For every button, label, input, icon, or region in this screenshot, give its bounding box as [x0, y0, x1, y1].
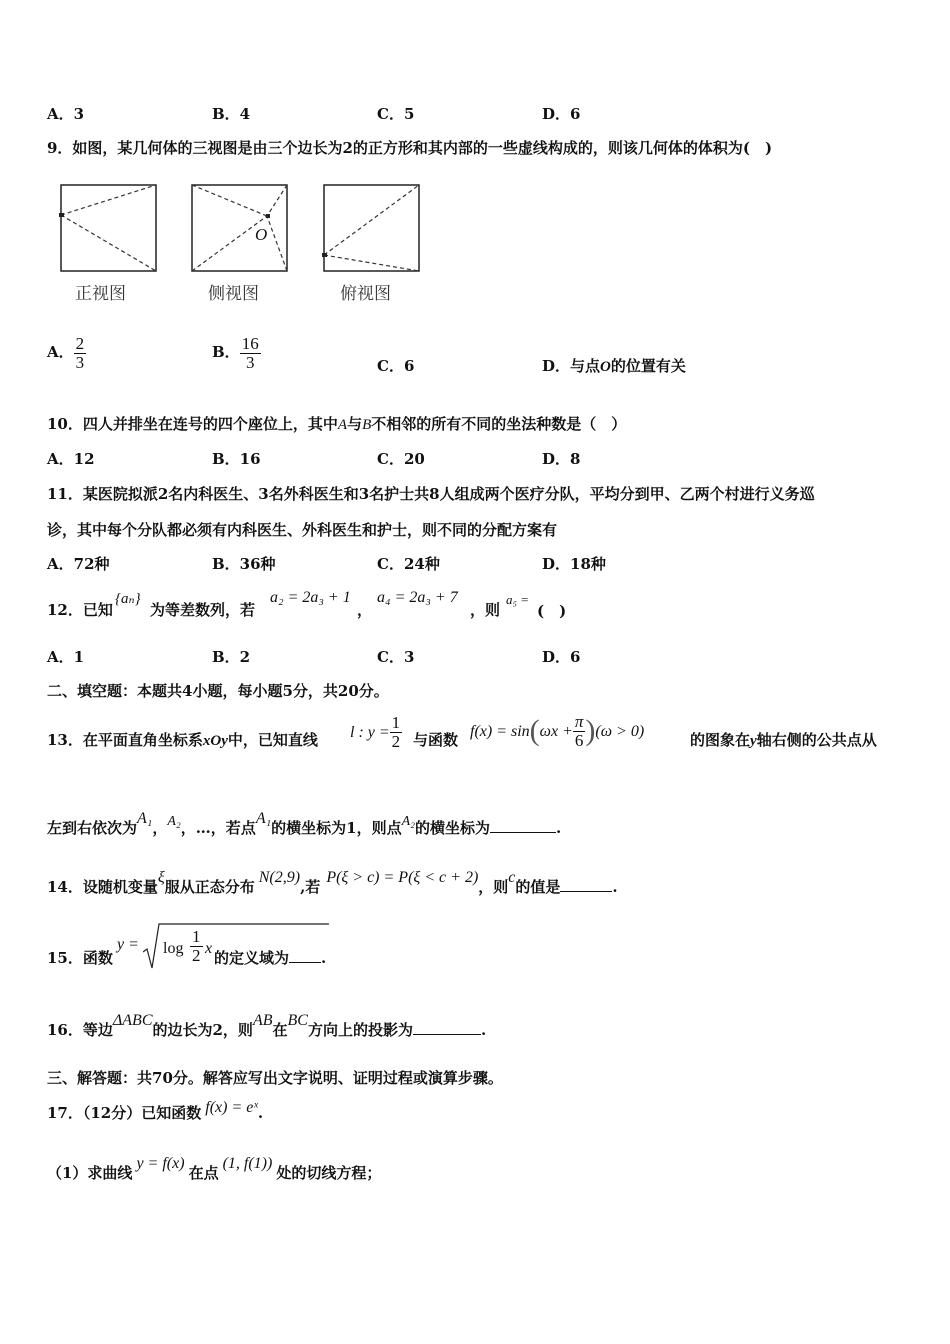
q15-x: x [205, 940, 213, 957]
q12-comma: ， [357, 601, 373, 619]
q17-func: f(x) = eˣ [205, 1099, 258, 1116]
q13-line2-mid: 的横坐标为1，则点 [271, 819, 402, 837]
q8-option-d: D．6 [542, 105, 581, 123]
q15-pre: 15．函数 [47, 949, 113, 967]
q13-mid: 中，已知直线 [227, 731, 318, 749]
q16-triangle: ΔABC [112, 1012, 153, 1029]
q8-option-c: C．5 [377, 105, 415, 123]
q13-line-lhs: l : y = [350, 724, 390, 741]
q13-line2 [47, 810, 562, 838]
q13-end: . [556, 819, 562, 837]
q14-mid2: ,若 [300, 878, 321, 896]
q14-xi: ξ [157, 869, 165, 886]
q12-option-b: B．2 [212, 648, 251, 666]
q16-answer-blank[interactable] [413, 1022, 481, 1035]
q10-mid: 与 [347, 415, 363, 433]
q15-end: . [321, 949, 327, 967]
q10-stem [47, 413, 626, 434]
fraction-denominator: 3 [75, 352, 85, 372]
q13-line2-post: 的横坐标为 [415, 819, 491, 837]
q14-pre: 14．设随机变量 [47, 878, 158, 896]
q12-option-c: C．3 [377, 648, 415, 666]
q13-a1-b: A₁ [255, 810, 272, 827]
q9-option-c: C．6 [377, 357, 415, 375]
q17-sub1-mid: 在点 [188, 1164, 219, 1182]
q9-option-d-suffix: 的位置有关 [610, 357, 686, 375]
q10-var-a: A [337, 417, 348, 433]
q16-end: . [480, 1021, 487, 1039]
q13-arg: ωx + [539, 723, 573, 740]
q14-dist: N(2,9) [258, 869, 301, 886]
q14-prob: P(ξ > c) = P(ξ < c + 2) [326, 869, 479, 886]
q15-log: log [163, 940, 184, 957]
q11-option-b: B．36种 [212, 555, 276, 573]
q10-post: 不相邻的所有不同的坐法种数是（ ） [371, 415, 627, 433]
q15-answer-blank[interactable] [289, 950, 321, 963]
q9-option-a-prefix: A． [47, 343, 74, 361]
q13-pre [47, 729, 318, 750]
q11-line1: 11．某医院拟派2名内科医生、3名外科医生和3名护士共8人组成两个医疗分队，平均分到甲、乙两个村进行义务巡 [47, 485, 815, 503]
q12-then: ，则 [470, 601, 501, 619]
q14-c: c [508, 869, 516, 886]
q10-option-b: B．16 [212, 450, 261, 468]
fraction-numerator: π [574, 712, 584, 731]
q17-sub1-pre: （1）求曲线 [47, 1164, 133, 1182]
q16-mid: 的边长为2，则 [152, 1021, 253, 1039]
section-3-heading: 三、解答题：共70分。解答应写出文字说明、证明过程或演算步骤。 [47, 1069, 503, 1087]
fraction-denominator: 3 [245, 352, 255, 372]
q9-option-d-prefix: D．与点 [542, 357, 601, 375]
q9-option-d [542, 355, 686, 376]
q15-base-fraction [190, 928, 203, 965]
q9-option-a [47, 329, 86, 375]
q13-pi-fraction [573, 713, 586, 750]
q8-option-b: B．4 [212, 105, 251, 123]
q13-cond: (ω > 0) [595, 723, 645, 740]
q13-answer-blank[interactable] [490, 820, 556, 833]
q13-axis: y [750, 733, 757, 749]
q12-eq2: a₄ = 2a₃ + 7 [377, 589, 458, 606]
q14-mid3: ，则 [478, 878, 509, 896]
q16-ab: AB [252, 1012, 273, 1029]
q10-option-a: A．12 [47, 450, 95, 468]
q14-mid: 服从正态分布 [164, 878, 255, 896]
q9-option-d-var: O [600, 359, 611, 375]
fraction-denominator: 6 [574, 731, 584, 750]
q16-pre: 16．等边 [47, 1021, 113, 1039]
q14-end: . [612, 878, 618, 896]
q9-option-b [212, 329, 261, 375]
front-view-label: 正视图 [75, 284, 126, 304]
q9-option-b-prefix: B． [212, 343, 240, 361]
q15-post-text: 的定义域为 [214, 949, 290, 967]
fraction-16-3 [240, 335, 261, 372]
q13-post-text: 的图象在 [690, 731, 751, 749]
fraction-2-3 [74, 335, 87, 372]
q14-line [47, 869, 618, 897]
q13-a2-b: A₂ [401, 814, 416, 829]
front-view [59, 185, 156, 271]
q12-eq1: a₂ = 2a₃ + 1 [270, 589, 351, 606]
q11-option-c: C．24种 [377, 555, 440, 573]
q11-line2: 诊，其中每个分队都必须有内科医生、外科医生和护士，则不同的分配方案有 [47, 521, 558, 539]
q14-post: 的值是 [515, 878, 561, 896]
q15-lhs: y = [117, 936, 139, 953]
q13-line-eq [350, 710, 402, 755]
q13-line2-pre: 左到右依次为 [47, 819, 138, 837]
q12-pre: 12．已知 [47, 601, 113, 619]
top-view [322, 185, 419, 271]
q11-option-d: D．18种 [542, 555, 606, 573]
q9-stem: 9．如图，某几何体的三视图是由三个边长为2的正方形和其内部的一些虚线构成的，则该几何体的体积为( ) [47, 139, 773, 157]
q17-sub1-post: 处的切线方程； [276, 1164, 382, 1182]
q17-pre: 17．（12分）已知函数 [47, 1104, 202, 1122]
q13-post [690, 729, 877, 750]
q10-pre: 10．四人并排坐在连号的四个座位上，其中 [47, 415, 338, 433]
q10-var-b: B [362, 417, 372, 433]
q17-curve: y = f(x) [136, 1155, 185, 1172]
fraction-numerator: 2 [75, 333, 85, 353]
q10-option-d: D．8 [542, 450, 581, 468]
q17-end: . [257, 1104, 264, 1122]
q13-function: f(x) = sin(ωx + $\frac{\pi}{6}$ )(ω > 0) [470, 712, 645, 750]
point-o-label: O [255, 225, 268, 244]
q13-a2: A₂ [167, 814, 181, 829]
q16-post: 方向上的投影为 [307, 1021, 413, 1039]
q12-option-d: D．6 [542, 648, 581, 666]
q12-option-a: A．1 [47, 648, 85, 666]
q13-func-label: 与函数 [413, 731, 459, 749]
fraction-denominator: 2 [192, 946, 201, 965]
fraction-numerator: 16 [241, 333, 259, 353]
q13-sep: ， [152, 819, 168, 837]
top-view-label: 俯视图 [340, 284, 391, 304]
fraction-denominator: 2 [391, 732, 401, 751]
q13-coord: xOy [202, 733, 228, 749]
q8-option-a: A．3 [47, 105, 85, 123]
side-view-label: 侧视图 [208, 284, 259, 304]
q16-line [47, 1012, 487, 1040]
q13-half-fraction [390, 714, 403, 751]
q16-mid2: 在 [272, 1021, 288, 1039]
fraction-numerator: 1 [192, 927, 201, 946]
q12-target: a₅ = [506, 592, 530, 607]
q13-dots: ，…，若点 [180, 819, 256, 837]
q13-post2: 轴右侧的公共点从 [756, 731, 877, 749]
q15-post [214, 947, 326, 968]
section-2-heading: 二、填空题：本题共4小题，每小题5分，共20分。 [47, 682, 389, 700]
q17-stem [47, 1099, 264, 1123]
q10-option-c: C．20 [377, 450, 425, 468]
q12-paren: ( ) [537, 602, 567, 620]
q12-sequence: {aₙ} [115, 591, 141, 607]
q14-answer-blank[interactable] [560, 879, 612, 892]
q17-point: (1, f(1)) [222, 1155, 273, 1172]
q17-part1 [47, 1155, 382, 1183]
q13-func-lhs: f(x) = sin [470, 723, 530, 740]
q11-option-a: A．72种 [47, 555, 110, 573]
q16-bc: BC [287, 1012, 308, 1029]
three-view-figures [55, 180, 427, 280]
side-view [192, 185, 287, 271]
q13-a1: A₁ [137, 810, 153, 827]
q13-pre-text: 13．在平面直角坐标系 [47, 731, 203, 749]
fraction-numerator: 1 [391, 713, 401, 732]
q12-mid: 为等差数列，若 [150, 601, 256, 619]
